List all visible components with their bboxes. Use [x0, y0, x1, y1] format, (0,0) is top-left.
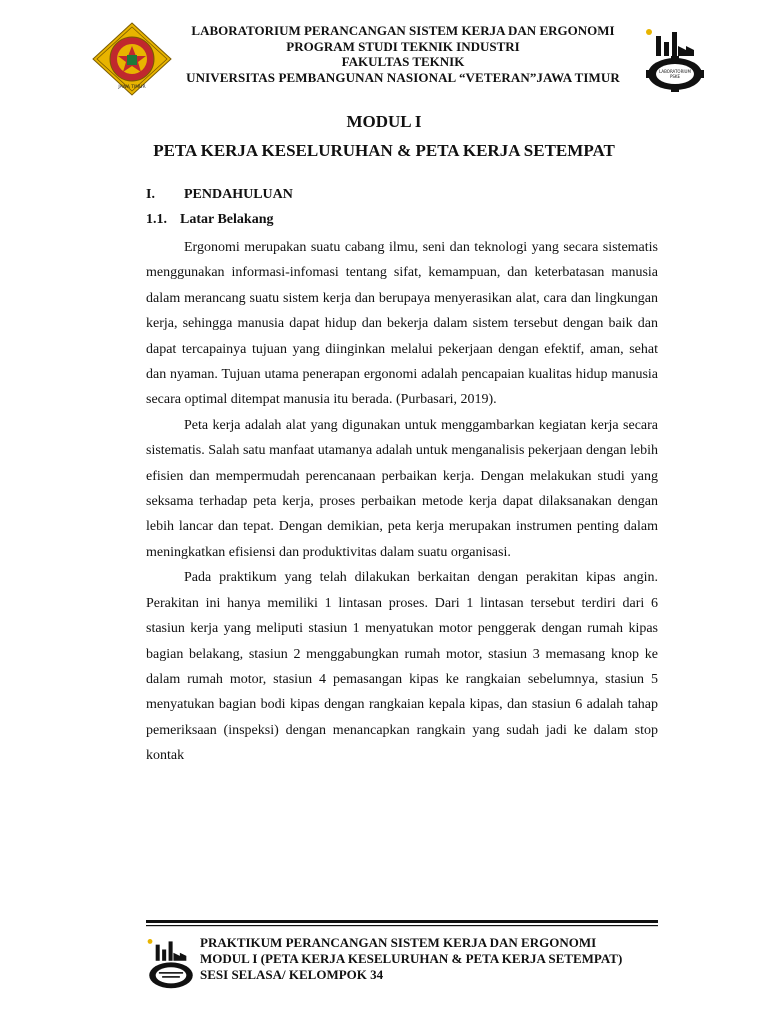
- paragraph-praktikum: Pada praktikum yang telah dilakukan berkaitan dengan perakitan kipas angin. Perakitan ini hanya memiliki 1 lintasan proses. Dari 1 lintasan tersebut terdiri dari 6 stasiun kerja yang meliputi stasiun 1 menyatukan motor penggerak dengan rumah kipas bagian belakang, stasiun 2 menggabungkan rumah motor, stasiun 3 memasang knop ke dalam rumah motor, stasiun 4 pemasangan kipas ke rangkaian sebelumnya, stasiun 5 menyatukan bagian bodi kipas dengan rangkaian kepala kipas, dan stasiun 6 adalah tahap pemeriksaan (inspeksi) dengan menancapkan rangkain yang sudah jadi ke dalam stop kontak: [146, 570, 658, 764]
- footer-lab-logo: [146, 937, 196, 991]
- paragraph-peta-kerja: Peta kerja adalah alat yang digunakan untuk menggambarkan kegiatan kerja secara sistematis. Salah satu manfaat utamanya adalah untuk menganalisis pekerjaan dengan lebih efisien dan mempermudah perencanaan perbaikan kerja. Dengan melakukan studi yang seksama terhadap peta kerja, proses perbaikan metode kerja dapat dilaksanakan dengan lebih lancar dan tepat. Dengan demikian, peta kerja merupakan instrumen penting dalam meningkatkan efisiensi dan produktivitas dalam suatu organisasi.: [146, 417, 658, 560]
- footer-divider: [146, 920, 658, 928]
- paragraph-ergonomi: Ergonomi merupakan suatu cabang ilmu, seni dan teknologi yang secara sistematis menggunakan informasi-infomasi tentang sifat, kemampuan, dan keterbatasan manusia dalam merancang suatu sistem kerja dan berupaya menyerasikan alat, cara dan lingkungan kerja, sehingga manusia dapat hidup dan bekerja dalam sistem tersebut dengan baik dan dapat tercapainya tujuan yang diinginkan melalui pekerjaan dengan efektif, aman, sehat dan nyaman. Tujuan utama penerapan ergonomi adalah pencapaian kualitas hidup manusia secara optimal ditempat manusia itu berada. (Purbasari, 2019).: [146, 240, 658, 408]
- footer-course: PRAKTIKUM PERANCANGAN SISTEM KERJA DAN ERGONOMI: [200, 935, 597, 950]
- subsection-number: 1.1.: [146, 212, 167, 227]
- faculty-name: FAKULTAS TEKNIK: [341, 54, 465, 69]
- footer-text: [200, 935, 670, 983]
- module-title: MODUL I: [346, 112, 422, 131]
- section-heading: [146, 187, 293, 203]
- footer-session: SESI SELASA/ KELOMPOK 34: [200, 967, 384, 982]
- svg-text:LABORATORIUM: LABORATORIUM: [659, 69, 691, 74]
- lab-name: LABORATORIUM PERANCANGAN SISTEM KERJA DAN ERGONOMI: [191, 23, 615, 38]
- document-header: [150, 23, 656, 85]
- subsection-heading: [146, 212, 273, 228]
- section-number: I.: [146, 187, 155, 202]
- section-title: PENDAHULUAN: [184, 187, 293, 202]
- program-name: PROGRAM STUDI TEKNIK INDUSTRI: [286, 38, 520, 54]
- subsection-title: Latar Belakang: [180, 212, 274, 227]
- footer-module: MODUL I (PETA KERJA KESELURUHAN & PETA KERJA SETEMPAT): [200, 951, 623, 966]
- svg-text:PSKE: PSKE: [669, 74, 681, 79]
- seal-label: JAWA TIMUR: [118, 85, 146, 90]
- university-name: UNIVERSITAS PEMBANGUNAN NASIONAL “VETERAN”JAWA TIMUR: [186, 69, 620, 85]
- module-subject: PETA KERJA KESELURUHAN & PETA KERJA SETEMPAT: [153, 141, 615, 160]
- body-text: [146, 235, 658, 769]
